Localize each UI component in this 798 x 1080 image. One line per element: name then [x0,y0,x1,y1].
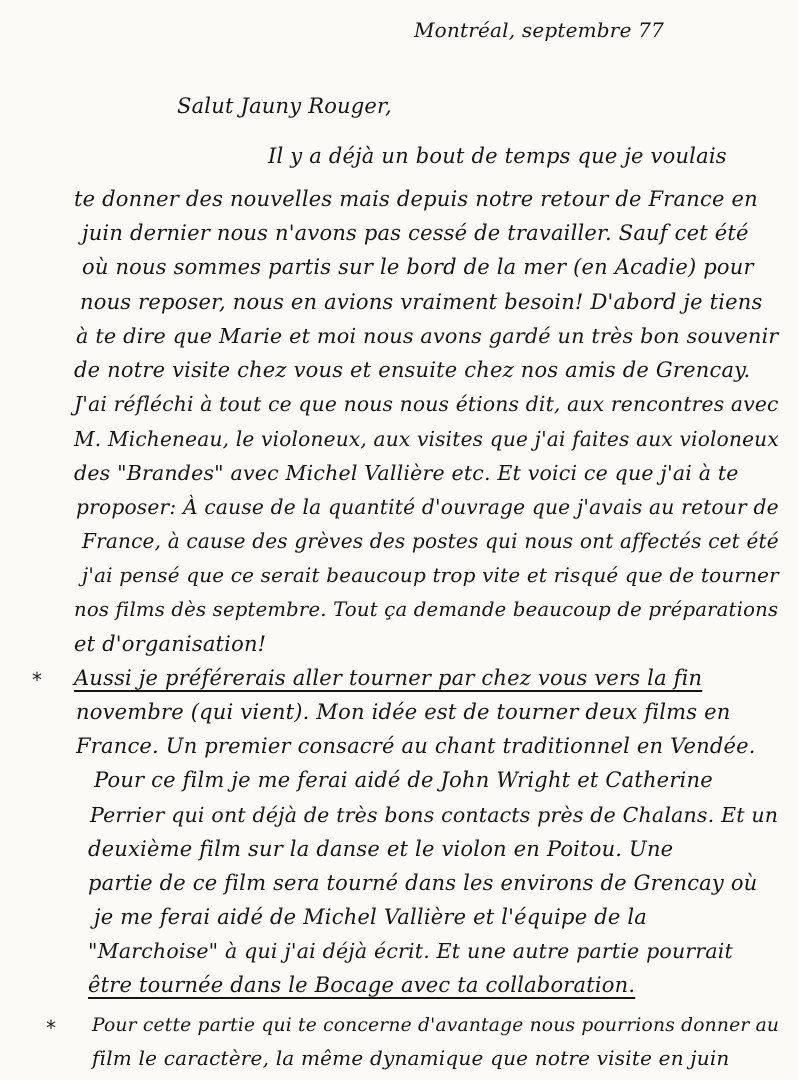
letter-line: J'ai réfléchi à tout ce que nous nous étions dit, aux rencontres avec [74,392,779,416]
letter-line: à te dire que Marie et moi nous avons gardé un très bon souvenir [76,324,779,348]
letter-line: et d'organisation! [74,632,267,656]
letter-line: France, à cause des grèves des postes qui nous ont affectés cet été [82,529,779,553]
letter-line-underlined: être tournée dans le Bocage avec ta collaboration. [88,973,636,997]
letter-line: M. Micheneau, le violoneux, aux visites que j'ai faites aux violoneux [74,427,779,451]
letter-line: nos films dès septembre. Tout ça demande beaucoup de préparations [74,598,779,621]
letter-line: je me ferai aidé de Michel Vallière et l'équipe de la [94,905,647,929]
letter-line: proposer: À cause de la quantité d'ouvrage que j'avais au retour de [76,495,779,519]
margin-asterisk: * [46,1016,56,1040]
letter-line: novembre (qui vient). Mon idée est de tourner deux films en [76,700,731,724]
letter-line-underlined: Aussi je préférerais aller tourner par chez vous vers la fin [74,666,703,690]
letter-line: France. Un premier consacré au chant traditionnel en Vendée. [76,734,756,758]
letter-line: où nous sommes partis sur le bord de la mer (en Acadie) pour [82,255,754,279]
letter-line: Perrier qui ont déjà de très bons contacts près de Chalans. Et un [90,803,779,827]
margin-asterisk: * [32,668,42,692]
letter-line: partie de ce film sera tourné dans les environs de Grencay où [88,871,758,895]
letter-line: Pour cette partie qui te concerne d'avantage nous pourrions donner au [92,1015,780,1036]
letter-line: te donner des nouvelles mais depuis notre retour de France en [74,187,758,211]
letter-line: Il y a déjà un bout de temps que je voulais [268,144,727,168]
letter-line: nous reposer, nous en avions vraiment besoin! D'abord je tiens [80,290,763,314]
letter-line: deuxième film sur la danse et le violon en Poitou. Une [88,837,674,861]
letter-line: juin dernier nous n'avons pas cessé de travailler. Sauf cet été [82,221,749,245]
letter-line: "Marchoise" à qui j'ai déjà écrit. Et une autre partie pourrait [88,939,733,963]
letter-line: j'ai pensé que ce serait beaucoup trop vite et risqué que de tourner [82,563,779,587]
letter-line: des "Brandes" avec Michel Vallière etc. Et voici ce que j'ai à te [74,461,739,485]
letter-line: de notre visite chez vous et ensuite chez nos amis de Grencay. [74,358,751,382]
letter-salutation: Salut Jauny Rouger, [177,94,392,118]
letter-line: film le caractère, la même dynamique que notre visite en juin [92,1046,730,1070]
letter-line: Pour ce film je me ferai aidé de John Wright et Catherine [94,768,713,792]
letter-dateline: Montréal, septembre 77 [414,18,665,42]
